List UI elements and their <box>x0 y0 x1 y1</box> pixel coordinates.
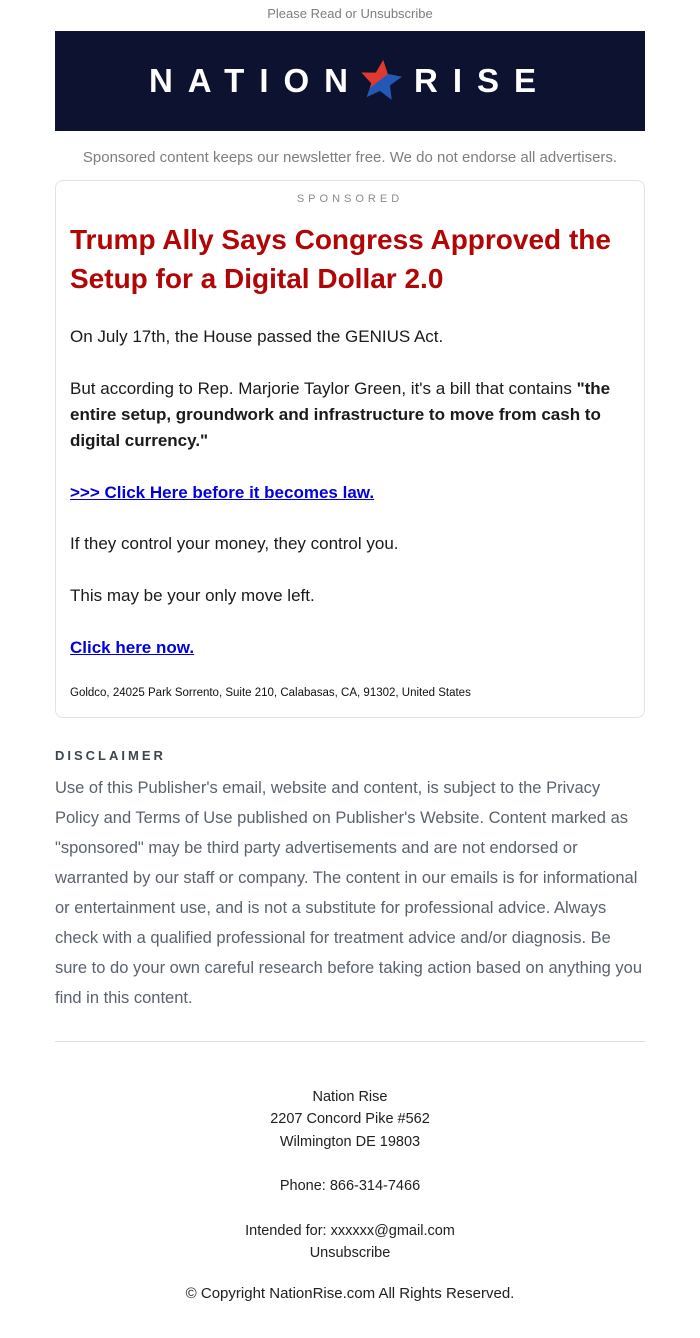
ad-paragraph-2 <box>70 376 630 453</box>
cta-link-secondary[interactable]: Click here now. <box>70 638 195 658</box>
footer-spacer <box>55 1198 645 1220</box>
footer-phone: Phone: 866-314-7466 <box>279 1178 421 1195</box>
brand-name-right: RISE <box>414 62 552 99</box>
advertiser-address: Goldco, 24025 Park Sorrento, Suite 210, Calabasas, CA, 91302, United States <box>70 686 471 699</box>
ad-paragraph-1: On July 17th, the House passed the GENIUS Act. <box>70 327 444 347</box>
cta-link-primary[interactable]: >>> Click Here before it becomes law. <box>70 482 375 502</box>
sponsor-disclosure: Sponsored content keeps our newsletter free. We do not endorse all advertisers. <box>82 149 618 166</box>
ad-paragraph-2-bold: "the entire setup, groundwork and infrastructure to move from cash to digital currency." <box>70 379 611 450</box>
brand-logo <box>149 57 551 105</box>
unsubscribe-link[interactable]: Unsubscribe <box>309 1245 391 1262</box>
footer-intended-for: Intended for: xxxxxx@gmail.com <box>245 1222 455 1239</box>
sponsored-label: SPONSORED <box>296 193 404 205</box>
disclaimer-body: Use of this Publisher's email, website and content, is subject to the Privacy Policy and Terms of Use published on Publisher's Website. Content marked as "sponsored" may be third party advertisements and are not endorsed or warranted by our staff or company. The content in our emails is for informational or entertainment use, and is not a substitute for professional advice. Always check with a qualified professional for treatment advice and/or diagnosis. Be sure to do your own careful research before taking action based on anything you find in this content. <box>55 778 643 1007</box>
ad-paragraph-4: This may be your only move left. <box>70 586 315 606</box>
footer-company: Nation Rise <box>312 1089 388 1105</box>
footer-address-line-1: 2207 Concord Pike #562 <box>270 1111 430 1128</box>
sponsored-card <box>55 180 645 718</box>
brand-name-left: NATION <box>148 62 363 99</box>
preheader-text: Please Read or Unsubscribe <box>267 6 433 21</box>
ad-paragraph-2-regular: But according to Rep. Marjorie Taylor Green, it's a bill that contains <box>70 379 577 399</box>
header-banner <box>55 31 645 131</box>
star-icon <box>355 55 408 108</box>
footer-spacer <box>55 1153 645 1175</box>
ad-paragraph-3: If they control your money, they control you. <box>70 534 399 554</box>
ad-headline: Trump Ally Says Congress Approved the Setup for a Digital Dollar 2.0 <box>70 224 611 294</box>
disclaimer-title: DISCLAIMER <box>55 747 166 763</box>
footer <box>55 1086 645 1265</box>
disclaimer-section <box>55 748 645 1013</box>
email-page <box>0 4 700 1338</box>
footer-copyright: © Copyright NationRise.com All Rights Reserved. <box>185 1284 515 1302</box>
footer-divider <box>55 1041 645 1042</box>
footer-address-line-2: Wilmington DE 19803 <box>279 1133 421 1150</box>
